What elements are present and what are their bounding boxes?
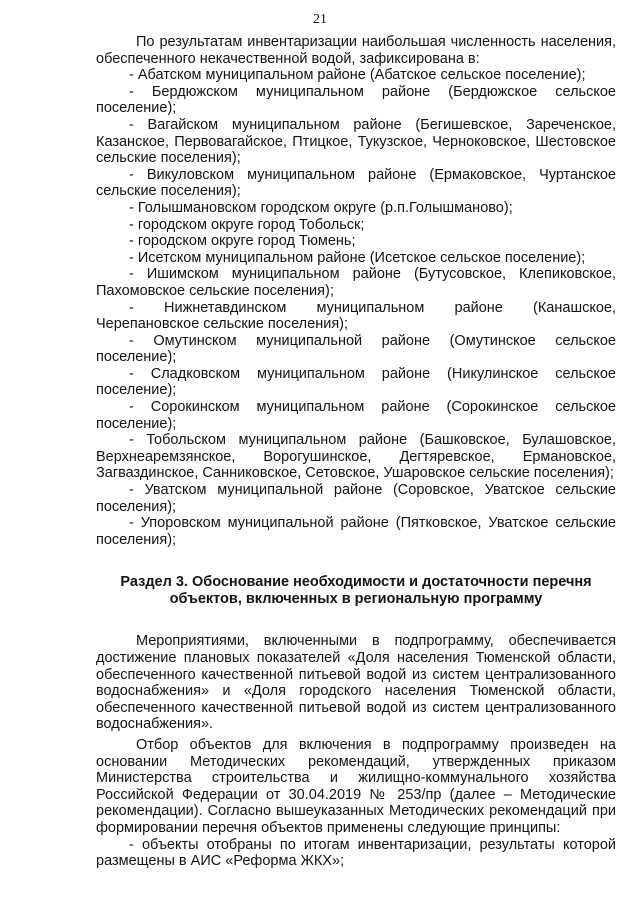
list-item: - городском округе город Тюмень; <box>129 233 356 250</box>
page-number: 21 <box>313 12 327 27</box>
list-item: - Сладковском муниципальном районе (Никулинское сельское поселение); <box>96 365 616 399</box>
list-item: - Омутинском муниципальной районе (Омутинское сельское поселение); <box>96 332 616 366</box>
list-item: - Вагайском муниципальном районе (Бегишевское, Зареченское, Казанское, Первовагайское, Птицкое, Тукузское, Черноковское, Шестовское сельские поселения); <box>96 116 616 167</box>
section-heading <box>96 574 616 608</box>
intro-paragraph: По результатам инвентаризации наибольшая численность населения, обеспеченного некачественной водой, зафиксирована в: <box>96 34 616 67</box>
list-item: - Нижнетавдинском муниципальном районе (Канашское, Черепановское сельские поселения); <box>96 299 616 333</box>
section-paragraph: Отбор объектов для включения в подпрограмму произведен на основании Методических рекомендаций, утвержденных приказом Министерства строительства и жилищно-коммунального хозяйства Российской Федерации от 30.04.2019 № 253/пр (далее – Методические рекомендации). Согласно вышеуказанных Методических рекомендаций при формировании перечня объектов применены следующие принципы: <box>96 736 616 836</box>
section-heading-line: объектов, включенных в региональную программу <box>169 591 543 608</box>
section-paragraph: Мероприятиями, включенными в подпрограмму, обеспечивается достижение плановых показателей «Доля населения Тюменской области, обеспеченного качественной питьевой водой из систем централизованного водоснабжения» и «Доля городского населения Тюменской области, обеспеченного качественной питьевой водой из систем централизованного водоснабжения». <box>96 633 616 733</box>
list-item: - Абатском муниципальном районе (Абатское сельское поселение); <box>129 67 586 84</box>
list-item: - городском округе город Тобольск; <box>129 216 365 233</box>
list-item: - Сорокинском муниципальном районе (Сорокинское сельское поселение); <box>96 399 616 432</box>
list-item: - Тобольском муниципальном районе (Башковское, Булашовское, Верхнеаремзянское, Ворогушинское, Дегтяревское, Ермановское, Загваздинское, Санниковское, Сетовское, Ушаровское сельские поселения); <box>96 432 616 482</box>
settlement-list <box>96 67 616 548</box>
list-item: - Упоровском муниципальной районе (Пятковское, Уватское сельские поселения); <box>96 515 616 548</box>
list-item: - Викуловском муниципальном районе (Ермаковское, Чуртанское сельские поселения); <box>96 166 616 200</box>
document-body <box>96 34 616 870</box>
list-item: - Бердюжском муниципальном районе (Бердюжское сельское поселение); <box>96 83 616 117</box>
section-heading-line: Раздел 3. Обоснование необходимости и достаточности перечня <box>120 574 592 591</box>
principle-bullet: - объекты отобраны по итогам инвентаризации, результаты которой размещены в АИС «Реформа ЖКХ»; <box>96 836 616 870</box>
list-item: - Ишимском муниципальном районе (Бутусовское, Клепиковское, Пахомовское сельские поселения); <box>96 266 616 299</box>
list-item: - Исетском муниципальном районе (Исетское сельское поселение); <box>129 249 586 266</box>
list-item: - Голышмановском городском округе (р.п.Голышманово); <box>129 199 513 216</box>
list-item: - Уватском муниципальной районе (Соровское, Уватское сельские поселения); <box>96 482 616 515</box>
